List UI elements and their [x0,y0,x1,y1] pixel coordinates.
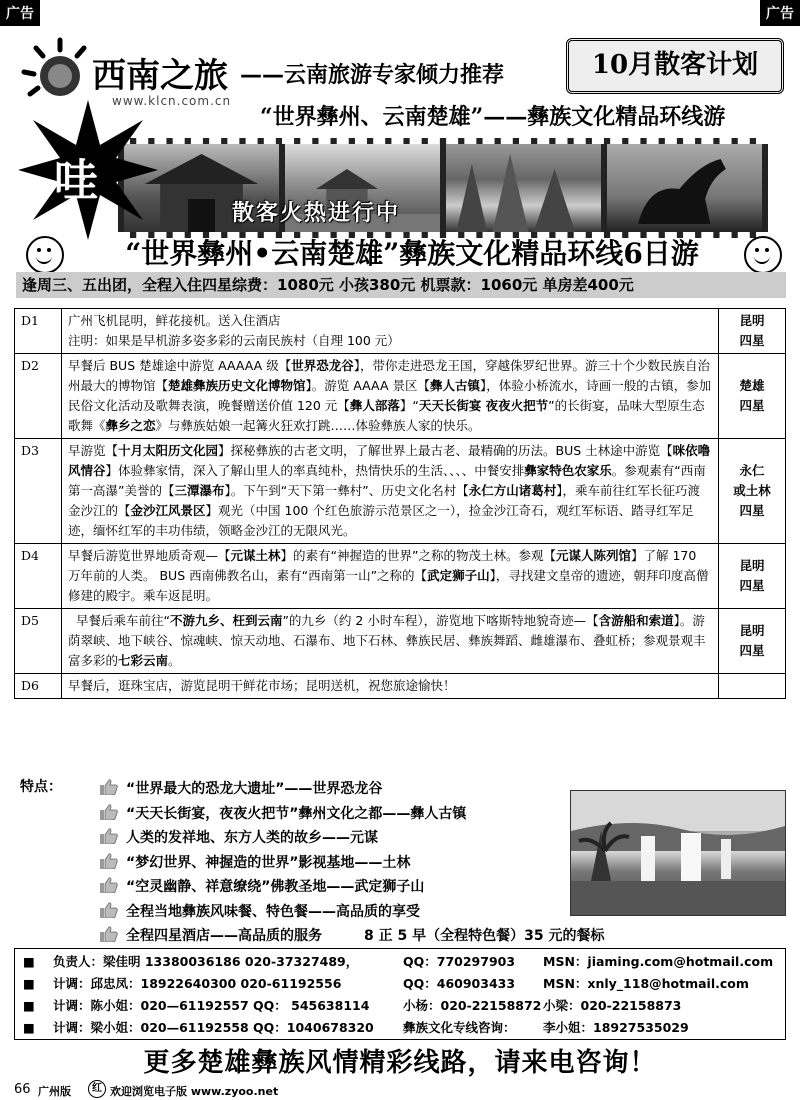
footer [0,1078,800,1100]
hotel-city-cell [719,674,786,699]
feature-text: “天天长街宴，夜夜火把节”彝州文化之都——彝人古镇 [126,805,467,822]
hotel-city-cell: 永仁 或土林 四星 [719,439,786,544]
contact-field: 负责人：梁佳明 13380036186 020-37327489， [53,954,359,969]
photo-strip [118,138,768,238]
hot-sale-text: 散客火热进行中 [232,201,401,226]
edition: 广州版 [38,1085,71,1098]
bullet-icon: ■ [23,998,35,1013]
hotel-city-cell: 昆明 四星 [719,544,786,609]
photo-earth-forest [446,144,601,232]
itinerary-row [15,544,786,609]
feature-item [100,827,378,847]
itinerary-row [15,354,786,439]
feature-item [100,901,420,921]
contact-field: 计调：梁小姐：020—61192558 QQ：1040678320 [53,1020,374,1035]
main-title: “世界彝州•云南楚雄”彝族文化精品环线6日游 [125,237,699,270]
bottom-banner: 更多楚雄彝族风情精彩线路，请来电咨询！ [143,1048,657,1078]
feature-text: 全程四星酒店——高品质的服务 8 正 5 早（全程特色餐）35 元的餐标 [126,928,605,944]
smiley-left-icon [26,236,64,274]
itinerary-row [15,609,786,674]
hotel-city-cell: 昆明 四星 [719,309,786,354]
day-cell: D4 [15,544,62,609]
footer-text: 欢迎浏览电子版 www.zyoo.net [110,1085,279,1098]
feature-text: “梦幻世界、神握造的世界”影视基地——土林 [126,854,411,871]
smiley-right-icon [744,236,782,274]
feature-item [100,852,410,872]
thumbs-up-icon [100,828,118,844]
day-cell: D3 [15,439,62,544]
hotel-city-cell: 昆明 四星 [719,609,786,674]
thumbs-up-icon [100,804,118,820]
october-plan-badge: 10月散客计划 [566,38,784,94]
feature-text: 人类的发祥地、东方人类的故乡——元谋 [126,830,378,846]
description-cell: 早游览【十月太阳历文化园】探秘彝族的古老文明，了解世界上最古老、最精确的历法。BUS 土林途中游览【咪依噜风情谷】体验彝家情，深入了解山里人的率真纯朴，热情快乐的生活、、、、中餐安排彝家特色农家乐。参观素有“西南第一高瀑”美誉的【三潭瀑布】。下午到“天下第一彝村”、历史文化名村【永仁方山诸葛村】，乘车前往红军长征巧渡金沙江的【金沙江风景区】观光（中国 100 个红色旅游示范景区之一），捡金沙江奇石，观红军标语、踏寻红军足迹，缅怀红军的丰功伟绩，领略金沙江的无限风光。 [62,439,719,544]
contact-field: MSN：jiaming.com@hotmail.com [543,954,774,969]
thumbs-up-icon [100,902,118,918]
description-cell: 早餐后 BUS 楚雄途中游览 AAAAA 级【世界恐龙谷】，带你走进恐龙王国，穿越侏罗纪世界。游三十个少数民族自治州最大的博物馆【楚雄彝族历史文化博物馆】。游览 AAAA 景区【彝人古镇】，体验小桥流水，诗画一般的古镇，参加民俗文化活动及歌舞表演，晚餐赠送价值 120 元【彝人部落】“天天长街宴 夜夜火把节”的长街宴，品味大型原生态歌舞《彝乡之恋》与彝族姑娘一起篝火狂欢打跳……体验彝族人家的快乐。 [62,354,719,439]
feature-text: “世界最大的恐龙大遗址”——世界恐龙谷 [126,781,383,797]
brand-url: www.klcn.com.cn [112,94,232,108]
contact-field: QQ：460903433 [403,976,516,991]
bullet-icon: ■ [23,954,35,969]
contact-field: 计调：陈小姐：020—61192557 QQ： 545638114 [53,998,370,1013]
contact-field: 彝族文化专线咨询： [403,1020,516,1035]
day-cell: D2 [15,354,62,439]
thumbs-up-icon [100,779,118,795]
itinerary-row [15,439,786,544]
day-cell: D1 [15,309,62,354]
contact-field: QQ：770297903 [403,954,516,969]
day-cell: D6 [15,674,62,699]
feature-item [100,778,382,798]
price-info-bar: 逢周三、五出团，全程入住四星综费：1080元 小孩380元 机票款：1060元 单房差400元 [16,272,786,298]
brand-slogan: ——云南旅游专家倾力推荐 [240,63,505,88]
itinerary-table [14,308,786,699]
contact-field: 小梁：020-22158873 [543,998,682,1013]
hotel-city-cell: 楚雄 四星 [719,354,786,439]
page-number: 66 [14,1082,31,1097]
wow-text: 哇 [54,155,98,206]
contact-field: MSN：xnly_118@hotmail.com [543,976,749,991]
feature-text: “空灵幽静、祥意缭绕”佛教圣地——武定狮子山 [126,879,425,895]
feature-text: 全程当地彝族风味餐、特色餐——高品质的享受 [126,903,420,920]
contact-row [23,996,779,1016]
contact-field: 李小姐：18927535029 [543,1020,689,1035]
bullet-icon: ■ [23,976,35,991]
brand-name: 西南之旅 [92,56,228,96]
bullet-icon: ■ [23,1020,35,1035]
itinerary-row [15,674,786,699]
features-label: 特点： [20,779,62,795]
feature-item [100,803,466,823]
feature-item [100,925,604,945]
contact-field: 计调：邱忠凤：18922640300 020-61192556 [53,976,342,991]
ad-label-left: 广告 [0,0,40,26]
sun-logo-icon [18,34,98,104]
contacts-box [14,948,786,1040]
description-cell: 广州飞机昆明，鲜花接机。送入住酒店 注明：如果是早机游多姿多彩的云南民族村（自理 100 元） [62,309,719,354]
route-subtitle: “世界彝州、云南楚雄”——彝族文化精品环线游 [260,104,726,130]
contact-row [23,952,779,972]
feature-item [100,876,424,896]
day-cell: D5 [15,609,62,674]
contact-row [23,974,779,994]
contact-field: 小杨：020-22158872 [403,998,542,1013]
starburst-icon [18,100,158,240]
thumbs-up-icon [100,877,118,893]
contact-row [23,1018,779,1038]
thumbs-up-icon [100,926,118,942]
itinerary-row [15,309,786,354]
red-logo-icon: 红 [88,1080,106,1098]
description-cell: 早餐后游览世界地质奇观—【元谋土林】的素有“神握造的世界”之称的物茂土林。参观【元谋人陈列馆】了解 170 万年前的人类。 BUS 西南佛教名山，素有“西南第一山”之称的【武定狮子山】，寻找建文皇帝的遗迹，朝拜印度高僧修建的殿宇。乘车返昆明。 [62,544,719,609]
ad-label-right: 广告 [760,0,800,26]
description-cell: 早餐后乘车前往“不游九乡、枉到云南”的九乡（约 2 小时车程），游览地下喀斯特地貌奇迹—【含游船和索道】。游荫翠峡、地下峡谷、惊魂峡、惊天动地、石瀑布、地下石林、彝族民居、彝族舞蹈、雌雄瀑布、叠虹桥；参观景观丰富多彩的七彩云南。 [62,609,719,674]
description-cell: 早餐后，逛珠宝店，游览昆明干鲜花市场；昆明送机，祝您旅途愉快！ [62,674,719,699]
thumbs-up-icon [100,853,118,869]
photo-dinosaur [607,144,762,232]
waterfall-photo [570,790,786,916]
